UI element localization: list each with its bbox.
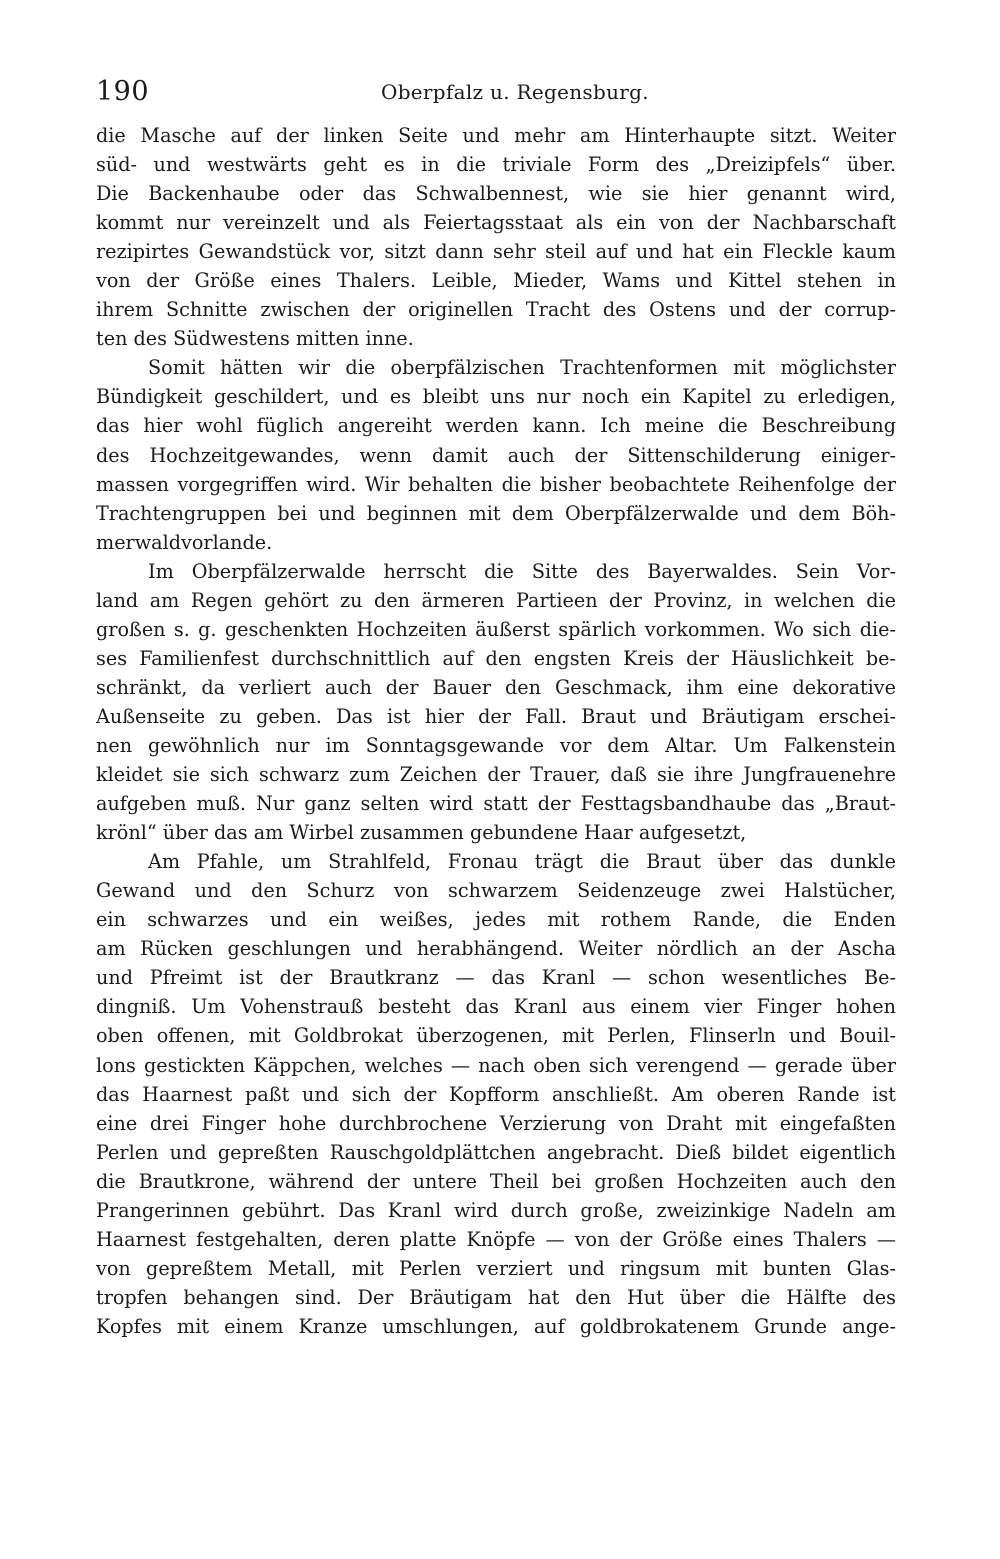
text-line: am Rücken geschlungen und herabhängend. Weiter nördlich an der Ascha xyxy=(96,937,896,961)
text-line: Die Backenhaube oder das Schwalbennest, wie sie hier genannt wird, xyxy=(96,182,896,206)
text-line: kommt nur vereinzelt und als Feiertagsstaat als ein von der Nachbarschaft xyxy=(96,211,896,235)
text-line: Außenseite zu geben. Das ist hier der Fall. Braut und Bräutigam erschei- xyxy=(96,704,896,728)
text-line: Prangerinnen gebührt. Das Kranl wird durch große, zweizinkige Nadeln am xyxy=(96,1198,896,1222)
text-line: Bündigkeit geschildert, und es bleibt uns nur noch ein Kapitel zu erledigen, xyxy=(96,385,896,409)
text-line: Somit hätten wir die oberpfälzischen Trachtenformen mit möglichster xyxy=(148,356,896,380)
text-line: krönl“ über das am Wirbel zusammen gebundene Haar aufgesetzt, xyxy=(96,821,747,845)
text-line: ein schwarzes und ein weißes, jedes mit rothem Rande, die Enden xyxy=(96,908,896,932)
text-line: ses Familienfest durchschnittlich auf den engsten Kreis der Häuslichkeit be- xyxy=(96,646,896,670)
text-line: die Masche auf der linken Seite und mehr am Hinterhaupte sitzt. Weiter xyxy=(96,124,896,147)
text-line: das hier wohl füglich angereiht werden kann. Ich meine die Beschreibung xyxy=(96,414,896,438)
text-line: ten des Südwestens mitten inne. xyxy=(96,327,414,351)
text-line: lons gestickten Käppchen, welches — nach oben sich verengend — gerade über xyxy=(96,1053,896,1077)
text-line: süd- und westwärts geht es in die triviale Form des „Dreizipfels“ über. xyxy=(96,153,896,177)
text-line: schränkt, da verliert auch der Bauer den Geschmack, ihm eine dekorative xyxy=(96,675,896,699)
text-line: aufgeben muß. Nur ganz selten wird statt der Festtagsbandhaube das „Braut- xyxy=(96,792,896,816)
text-line: Perlen und gepreßten Rauschgoldplättchen angebracht. Dieß bildet eigentlich xyxy=(96,1140,896,1164)
text-line: dingniß. Um Vohenstrauß besteht das Kranl aus einem vier Finger hohen xyxy=(96,995,896,1019)
text-line: Kopfes mit einem Kranze umschlungen, auf goldbrokatenem Grunde ange- xyxy=(96,1314,896,1338)
text-line: rezipirtes Gewandstück vor, sitzt dann sehr steil auf und hat ein Fleckle kaum xyxy=(96,240,896,264)
text-line: merwaldvorlande. xyxy=(96,530,273,554)
text-line: Im Oberpfälzerwalde herrscht die Sitte des Bayerwaldes. Sein Vor- xyxy=(148,559,896,583)
text-line: Am Pfahle, um Strahlfeld, Fronau trägt die Braut über das dunkle xyxy=(148,850,896,874)
text-line: nen gewöhnlich nur im Sonntagsgewande vor dem Altar. Um Falkenstein xyxy=(96,733,896,757)
text-line: oben offenen, mit Goldbrokat überzogenen, mit Perlen, Flinserln und Bouil- xyxy=(96,1024,896,1048)
text-line: kleidet sie sich schwarz zum Zeichen der Trauer, daß sie ihre Jungfrauenehre xyxy=(96,763,896,787)
text-line: großen s. g. geschenkten Hochzeiten äußerst spärlich vorkommen. Wo sich die- xyxy=(96,617,896,641)
text-line: tropfen behangen sind. Der Bräutigam hat den Hut über die Hälfte des xyxy=(96,1285,896,1309)
text-line: Gewand und den Schurz von schwarzem Seidenzeuge zwei Halstücher, xyxy=(96,879,896,903)
running-title: Oberpfalz u. Regensburg. xyxy=(381,80,649,104)
text-line: von der Größe eines Thalers. Leible, Mieder, Wams und Kittel stehen in xyxy=(96,269,896,293)
body-text xyxy=(96,121,896,1341)
text-line: eine drei Finger hohe durchbrochene Verzierung von Draht mit eingefaßten xyxy=(96,1111,896,1135)
text-line: land am Regen gehört zu den ärmeren Partieen der Provinz, in welchen die xyxy=(96,588,896,612)
text-line: die Brautkrone, während der untere Theil bei großen Hochzeiten auch den xyxy=(96,1169,896,1193)
page-number: 190 xyxy=(96,76,150,107)
text-line: und Pfreimt ist der Brautkranz — das Kranl — schon wesentliches Be- xyxy=(96,966,896,990)
text-line: des Hochzeitgewandes, wenn damit auch der Sittenschilderung einiger- xyxy=(96,443,896,467)
page-header xyxy=(96,76,896,116)
text-line: massen vorgegriffen wird. Wir behalten die bisher beobachtete Reihenfolge der xyxy=(96,472,896,496)
text-line: das Haarnest paßt und sich der Kopfform anschließt. Am oberen Rande ist xyxy=(96,1082,896,1106)
text-line: ihrem Schnitte zwischen der originellen Tracht des Ostens und der corrup- xyxy=(96,298,896,322)
text-line: Haarnest festgehalten, deren platte Knöpfe — von der Größe eines Thalers — xyxy=(96,1227,896,1251)
text-line: Trachtengruppen bei und beginnen mit dem Oberpfälzerwalde und dem Böh- xyxy=(96,501,896,525)
text-line: von gepreßtem Metall, mit Perlen verziert und ringsum mit bunten Glas- xyxy=(96,1256,896,1280)
